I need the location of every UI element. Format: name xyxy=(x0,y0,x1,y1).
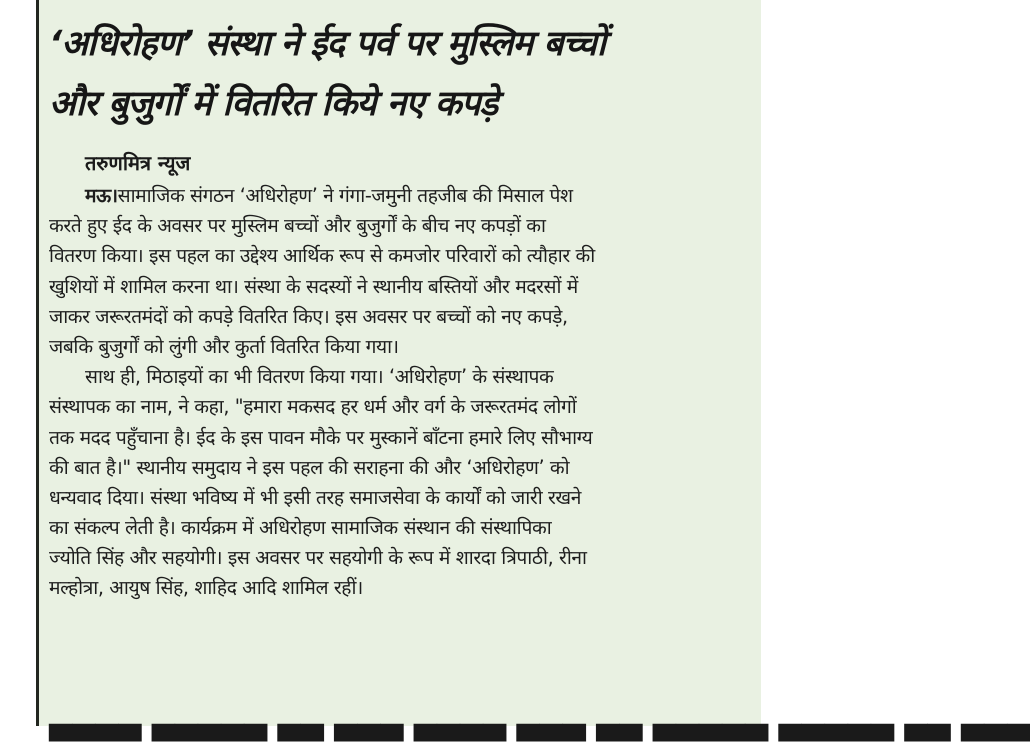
body-line-5: जाकर जरूरतमंदों को कपड़े वितरित किए। इस अवसर पर बच्चों को नए कपड़े, xyxy=(49,304,568,328)
dateline: मऊ। xyxy=(85,184,118,207)
body-line-8: संस्थापक का नाम, ने कहा, "हमारा मकसद हर धर्म और वर्ग के जरूरतमंद लोगों xyxy=(49,395,577,419)
body-line-2: करते हुए ईद के अवसर पर मुस्लिम बच्चों और बुजुर्गों के बीच नए कपड़ों का xyxy=(49,214,546,238)
body-line-9: तक मदद पहुँचाना है। ईद के इस पावन मौके पर मुस्कानें बाँटना हमारे लिए सौभाग्य xyxy=(49,425,593,449)
body-line-6: जबकि बुजुर्गों को लुंगी और कुर्ता वितरित किया गया। xyxy=(49,334,399,358)
body-line-12: का संकल्प लेती है। कार्यक्रम में अधिरोहण सामाजिक संस्थान की संस्थापिका xyxy=(49,516,552,540)
headline-line-1: ‘अधिरोहण’ संस्था ने ईद पर्व पर मुस्लिम बच्चों xyxy=(49,24,605,64)
body-line-14: मल्होत्रा, आयुष सिंह, शाहिद आदि शामिल रहीं। xyxy=(49,576,363,600)
headline xyxy=(49,14,749,134)
body-line-4: खुशियों में शामिल करना था। संस्था के सदस्यों ने स्थानीय बस्तियों और मदरसों में xyxy=(49,274,578,298)
article-body xyxy=(49,181,749,604)
newspaper-clipping xyxy=(36,0,1030,742)
body-line-10: की बात है।" स्थानीय समुदाय ने इस पहल की सराहना की और ‘अधिरोहण’ को xyxy=(49,455,570,479)
body-line-7: साथ ही, मिठाइयों का भी वितरण किया गया। ‘अधिरोहण’ के संस्थापक xyxy=(85,365,554,389)
body-line-13: ज्योति सिंह और सहयोगी। इस अवसर पर सहयोगी के रूप में शारदा त्रिपाठी, रीना xyxy=(49,546,587,570)
body-line-3: वितरण किया। इस पहल का उद्देश्य आर्थिक रूप से कमजोर परिवारों को त्यौहार की xyxy=(49,244,595,268)
headline-line-2: और बुजुर्गों में वितरित किये नए कपड़े xyxy=(49,84,498,124)
body-line-11: धन्यवाद दिया। संस्था भविष्य में भी इसी तरह समाजसेवा के कार्यों को जारी रखने xyxy=(49,485,581,509)
byline: तरुणमित्र न्यूज xyxy=(85,151,191,175)
next-headline-cut-off: ▄▄▄▄ ▄▄▄▄▄ ▄▄ ▄▄▄ ▄▄▄▄ ▄▄▄ ▄▄ ▄▄▄▄▄ ▄▄▄▄▄ ▄▄ ▄▄▄ xyxy=(49,707,1030,742)
body-line-1: मऊ।सामाजिक संगठन ‘अधिरोहण’ ने गंगा-जमुनी तहजीब की मिसाल पेश xyxy=(85,184,573,207)
